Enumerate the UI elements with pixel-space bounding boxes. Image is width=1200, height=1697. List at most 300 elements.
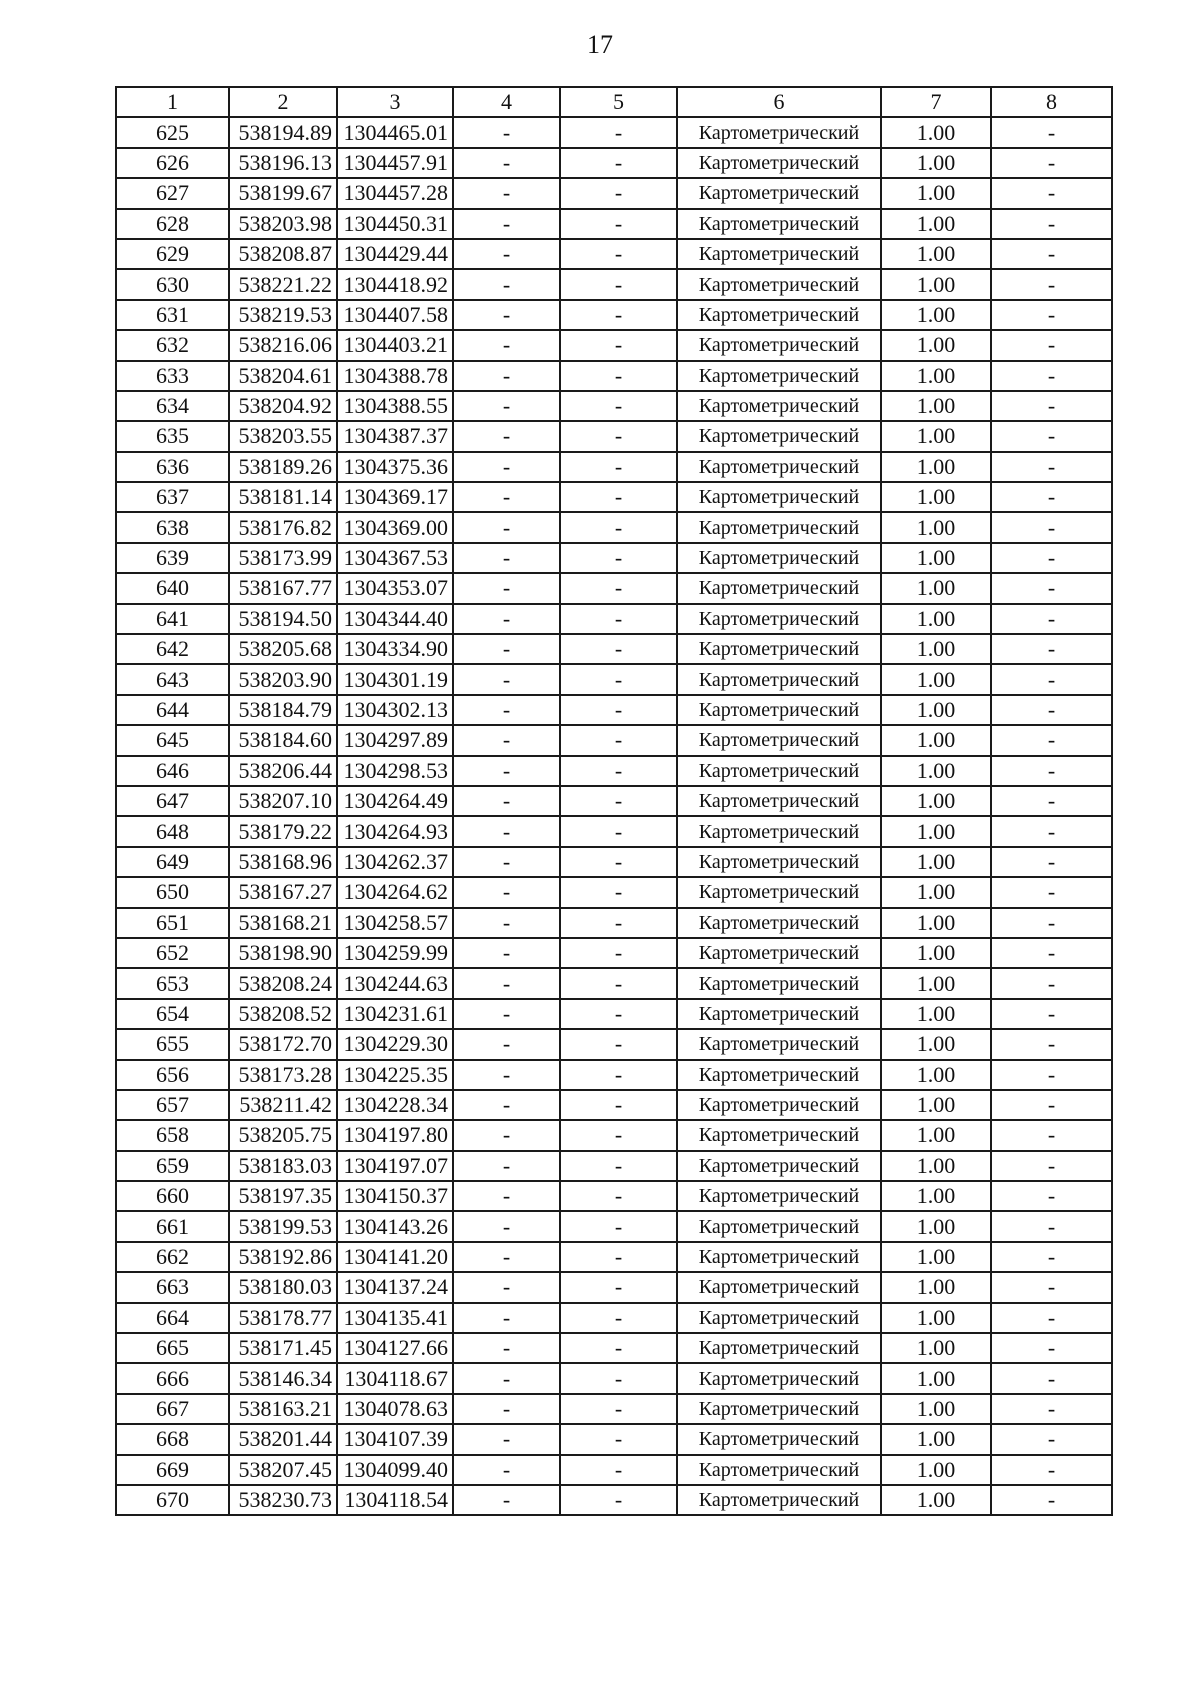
point-number-cell: 638 bbox=[116, 512, 229, 542]
col-4-cell: - bbox=[453, 361, 560, 391]
accuracy-cell: 1.00 bbox=[881, 361, 991, 391]
col-4-cell: - bbox=[453, 209, 560, 239]
accuracy-cell: 1.00 bbox=[881, 968, 991, 998]
col-8-cell: - bbox=[991, 1485, 1112, 1515]
x-coordinate-cell: 538184.60 bbox=[229, 725, 337, 755]
table-row bbox=[116, 178, 1112, 208]
y-coordinate-cell: 1304225.35 bbox=[337, 1060, 453, 1090]
table-row bbox=[116, 664, 1112, 694]
col-5-cell: - bbox=[560, 117, 677, 147]
point-number-cell: 641 bbox=[116, 604, 229, 634]
point-number-cell: 661 bbox=[116, 1211, 229, 1241]
method-cell: Картометрический bbox=[677, 756, 881, 786]
accuracy-cell: 1.00 bbox=[881, 1181, 991, 1211]
x-coordinate-cell: 538211.42 bbox=[229, 1090, 337, 1120]
point-number-cell: 659 bbox=[116, 1151, 229, 1181]
point-number-cell: 663 bbox=[116, 1272, 229, 1302]
x-coordinate-cell: 538192.86 bbox=[229, 1242, 337, 1272]
x-coordinate-cell: 538167.77 bbox=[229, 573, 337, 603]
y-coordinate-cell: 1304135.41 bbox=[337, 1303, 453, 1333]
table-row bbox=[116, 786, 1112, 816]
accuracy-cell: 1.00 bbox=[881, 1485, 991, 1515]
method-cell: Картометрический bbox=[677, 1333, 881, 1363]
table-row bbox=[116, 1303, 1112, 1333]
accuracy-cell: 1.00 bbox=[881, 604, 991, 634]
table-row bbox=[116, 209, 1112, 239]
col-5-cell: - bbox=[560, 209, 677, 239]
method-cell: Картометрический bbox=[677, 573, 881, 603]
col-4-cell: - bbox=[453, 908, 560, 938]
col-5-cell: - bbox=[560, 421, 677, 451]
y-coordinate-cell: 1304403.21 bbox=[337, 330, 453, 360]
col-4-cell: - bbox=[453, 1181, 560, 1211]
y-coordinate-cell: 1304118.67 bbox=[337, 1363, 453, 1393]
method-cell: Картометрический bbox=[677, 1363, 881, 1393]
accuracy-cell: 1.00 bbox=[881, 1120, 991, 1150]
col-5-cell: - bbox=[560, 1394, 677, 1424]
table-header bbox=[116, 87, 1112, 117]
accuracy-cell: 1.00 bbox=[881, 816, 991, 846]
y-coordinate-cell: 1304231.61 bbox=[337, 999, 453, 1029]
table-row bbox=[116, 269, 1112, 299]
accuracy-cell: 1.00 bbox=[881, 117, 991, 147]
method-cell: Картометрический bbox=[677, 695, 881, 725]
col-8-cell: - bbox=[991, 482, 1112, 512]
point-number-cell: 630 bbox=[116, 269, 229, 299]
method-cell: Картометрический bbox=[677, 1485, 881, 1515]
col-4-cell: - bbox=[453, 1242, 560, 1272]
y-coordinate-cell: 1304141.20 bbox=[337, 1242, 453, 1272]
col-8-cell: - bbox=[991, 269, 1112, 299]
col-8-cell: - bbox=[991, 361, 1112, 391]
y-coordinate-cell: 1304228.34 bbox=[337, 1090, 453, 1120]
method-cell: Картометрический bbox=[677, 786, 881, 816]
point-number-cell: 634 bbox=[116, 391, 229, 421]
x-coordinate-cell: 538230.73 bbox=[229, 1485, 337, 1515]
y-coordinate-cell: 1304418.92 bbox=[337, 269, 453, 299]
method-cell: Картометрический bbox=[677, 1120, 881, 1150]
col-8-cell: - bbox=[991, 1090, 1112, 1120]
table-row bbox=[116, 1211, 1112, 1241]
col-5-cell: - bbox=[560, 482, 677, 512]
table-row bbox=[116, 1029, 1112, 1059]
method-cell: Картометрический bbox=[677, 664, 881, 694]
col-8-cell: - bbox=[991, 1394, 1112, 1424]
point-number-cell: 654 bbox=[116, 999, 229, 1029]
y-coordinate-cell: 1304429.44 bbox=[337, 239, 453, 269]
col-4-cell: - bbox=[453, 604, 560, 634]
col-4-cell: - bbox=[453, 1151, 560, 1181]
point-number-cell: 626 bbox=[116, 148, 229, 178]
accuracy-cell: 1.00 bbox=[881, 330, 991, 360]
col-5-cell: - bbox=[560, 300, 677, 330]
col-5-cell: - bbox=[560, 725, 677, 755]
col-4-cell: - bbox=[453, 178, 560, 208]
y-coordinate-cell: 1304197.07 bbox=[337, 1151, 453, 1181]
accuracy-cell: 1.00 bbox=[881, 1211, 991, 1241]
column-header-6: 6 bbox=[677, 87, 881, 117]
col-5-cell: - bbox=[560, 1060, 677, 1090]
table-row bbox=[116, 148, 1112, 178]
point-number-cell: 649 bbox=[116, 847, 229, 877]
table-row bbox=[116, 482, 1112, 512]
point-number-cell: 648 bbox=[116, 816, 229, 846]
table-row bbox=[116, 1151, 1112, 1181]
point-number-cell: 667 bbox=[116, 1394, 229, 1424]
method-cell: Картометрический bbox=[677, 1211, 881, 1241]
col-8-cell: - bbox=[991, 300, 1112, 330]
col-5-cell: - bbox=[560, 968, 677, 998]
col-4-cell: - bbox=[453, 452, 560, 482]
method-cell: Картометрический bbox=[677, 209, 881, 239]
col-4-cell: - bbox=[453, 482, 560, 512]
point-number-cell: 652 bbox=[116, 938, 229, 968]
col-4-cell: - bbox=[453, 1363, 560, 1393]
table-row bbox=[116, 330, 1112, 360]
method-cell: Картометрический bbox=[677, 543, 881, 573]
point-number-cell: 644 bbox=[116, 695, 229, 725]
col-8-cell: - bbox=[991, 756, 1112, 786]
accuracy-cell: 1.00 bbox=[881, 300, 991, 330]
x-coordinate-cell: 538205.68 bbox=[229, 634, 337, 664]
x-coordinate-cell: 538208.24 bbox=[229, 968, 337, 998]
x-coordinate-cell: 538168.96 bbox=[229, 847, 337, 877]
method-cell: Картометрический bbox=[677, 1090, 881, 1120]
col-8-cell: - bbox=[991, 634, 1112, 664]
col-5-cell: - bbox=[560, 330, 677, 360]
y-coordinate-cell: 1304298.53 bbox=[337, 756, 453, 786]
method-cell: Картометрический bbox=[677, 421, 881, 451]
method-cell: Картометрический bbox=[677, 1303, 881, 1333]
y-coordinate-cell: 1304388.55 bbox=[337, 391, 453, 421]
x-coordinate-cell: 538199.53 bbox=[229, 1211, 337, 1241]
table-row bbox=[116, 573, 1112, 603]
y-coordinate-cell: 1304450.31 bbox=[337, 209, 453, 239]
point-number-cell: 637 bbox=[116, 482, 229, 512]
method-cell: Картометрический bbox=[677, 1060, 881, 1090]
col-4-cell: - bbox=[453, 148, 560, 178]
y-coordinate-cell: 1304334.90 bbox=[337, 634, 453, 664]
col-8-cell: - bbox=[991, 1060, 1112, 1090]
accuracy-cell: 1.00 bbox=[881, 209, 991, 239]
method-cell: Картометрический bbox=[677, 908, 881, 938]
col-8-cell: - bbox=[991, 1242, 1112, 1272]
point-number-cell: 627 bbox=[116, 178, 229, 208]
table-row bbox=[116, 1363, 1112, 1393]
col-4-cell: - bbox=[453, 117, 560, 147]
y-coordinate-cell: 1304127.66 bbox=[337, 1333, 453, 1363]
y-coordinate-cell: 1304369.17 bbox=[337, 482, 453, 512]
col-4-cell: - bbox=[453, 1303, 560, 1333]
table-body bbox=[116, 117, 1112, 1515]
method-cell: Картометрический bbox=[677, 482, 881, 512]
method-cell: Картометрический bbox=[677, 239, 881, 269]
point-number-cell: 632 bbox=[116, 330, 229, 360]
method-cell: Картометрический bbox=[677, 1242, 881, 1272]
col-5-cell: - bbox=[560, 877, 677, 907]
y-coordinate-cell: 1304388.78 bbox=[337, 361, 453, 391]
col-8-cell: - bbox=[991, 148, 1112, 178]
method-cell: Картометрический bbox=[677, 330, 881, 360]
method-cell: Картометрический bbox=[677, 512, 881, 542]
point-number-cell: 664 bbox=[116, 1303, 229, 1333]
col-4-cell: - bbox=[453, 725, 560, 755]
accuracy-cell: 1.00 bbox=[881, 269, 991, 299]
col-5-cell: - bbox=[560, 452, 677, 482]
x-coordinate-cell: 538208.52 bbox=[229, 999, 337, 1029]
y-coordinate-cell: 1304344.40 bbox=[337, 604, 453, 634]
col-8-cell: - bbox=[991, 816, 1112, 846]
accuracy-cell: 1.00 bbox=[881, 908, 991, 938]
col-4-cell: - bbox=[453, 1272, 560, 1302]
table-row bbox=[116, 847, 1112, 877]
col-4-cell: - bbox=[453, 239, 560, 269]
accuracy-cell: 1.00 bbox=[881, 1424, 991, 1454]
table-row bbox=[116, 816, 1112, 846]
table-row bbox=[116, 239, 1112, 269]
col-5-cell: - bbox=[560, 999, 677, 1029]
col-5-cell: - bbox=[560, 361, 677, 391]
col-4-cell: - bbox=[453, 573, 560, 603]
x-coordinate-cell: 538201.44 bbox=[229, 1424, 337, 1454]
table-row bbox=[116, 999, 1112, 1029]
point-number-cell: 653 bbox=[116, 968, 229, 998]
table-row bbox=[116, 1181, 1112, 1211]
table-row bbox=[116, 1060, 1112, 1090]
accuracy-cell: 1.00 bbox=[881, 1333, 991, 1363]
point-number-cell: 625 bbox=[116, 117, 229, 147]
y-coordinate-cell: 1304229.30 bbox=[337, 1029, 453, 1059]
col-8-cell: - bbox=[991, 1120, 1112, 1150]
col-8-cell: - bbox=[991, 725, 1112, 755]
col-8-cell: - bbox=[991, 786, 1112, 816]
column-header-1: 1 bbox=[116, 87, 229, 117]
col-5-cell: - bbox=[560, 1363, 677, 1393]
column-header-5: 5 bbox=[560, 87, 677, 117]
col-5-cell: - bbox=[560, 847, 677, 877]
col-8-cell: - bbox=[991, 178, 1112, 208]
point-number-cell: 656 bbox=[116, 1060, 229, 1090]
table-row bbox=[116, 1242, 1112, 1272]
point-number-cell: 639 bbox=[116, 543, 229, 573]
table-row bbox=[116, 695, 1112, 725]
method-cell: Картометрический bbox=[677, 1394, 881, 1424]
accuracy-cell: 1.00 bbox=[881, 482, 991, 512]
accuracy-cell: 1.00 bbox=[881, 847, 991, 877]
col-5-cell: - bbox=[560, 756, 677, 786]
col-5-cell: - bbox=[560, 1151, 677, 1181]
table-row bbox=[116, 117, 1112, 147]
point-number-cell: 629 bbox=[116, 239, 229, 269]
method-cell: Картометрический bbox=[677, 877, 881, 907]
x-coordinate-cell: 538181.14 bbox=[229, 482, 337, 512]
accuracy-cell: 1.00 bbox=[881, 573, 991, 603]
table-row bbox=[116, 1272, 1112, 1302]
col-8-cell: - bbox=[991, 117, 1112, 147]
accuracy-cell: 1.00 bbox=[881, 634, 991, 664]
table-row bbox=[116, 725, 1112, 755]
col-4-cell: - bbox=[453, 421, 560, 451]
accuracy-cell: 1.00 bbox=[881, 756, 991, 786]
col-8-cell: - bbox=[991, 421, 1112, 451]
accuracy-cell: 1.00 bbox=[881, 1060, 991, 1090]
point-number-cell: 647 bbox=[116, 786, 229, 816]
col-5-cell: - bbox=[560, 1272, 677, 1302]
col-8-cell: - bbox=[991, 908, 1112, 938]
col-5-cell: - bbox=[560, 391, 677, 421]
x-coordinate-cell: 538146.34 bbox=[229, 1363, 337, 1393]
col-4-cell: - bbox=[453, 1090, 560, 1120]
col-5-cell: - bbox=[560, 634, 677, 664]
accuracy-cell: 1.00 bbox=[881, 512, 991, 542]
method-cell: Картометрический bbox=[677, 269, 881, 299]
header-row bbox=[116, 87, 1112, 117]
y-coordinate-cell: 1304107.39 bbox=[337, 1424, 453, 1454]
y-coordinate-cell: 1304457.91 bbox=[337, 148, 453, 178]
accuracy-cell: 1.00 bbox=[881, 1363, 991, 1393]
method-cell: Картометрический bbox=[677, 117, 881, 147]
col-5-cell: - bbox=[560, 512, 677, 542]
y-coordinate-cell: 1304369.00 bbox=[337, 512, 453, 542]
col-8-cell: - bbox=[991, 604, 1112, 634]
col-8-cell: - bbox=[991, 1029, 1112, 1059]
accuracy-cell: 1.00 bbox=[881, 421, 991, 451]
point-number-cell: 631 bbox=[116, 300, 229, 330]
col-8-cell: - bbox=[991, 1181, 1112, 1211]
y-coordinate-cell: 1304457.28 bbox=[337, 178, 453, 208]
x-coordinate-cell: 538180.03 bbox=[229, 1272, 337, 1302]
y-coordinate-cell: 1304264.49 bbox=[337, 786, 453, 816]
col-4-cell: - bbox=[453, 1424, 560, 1454]
col-8-cell: - bbox=[991, 1333, 1112, 1363]
x-coordinate-cell: 538204.61 bbox=[229, 361, 337, 391]
accuracy-cell: 1.00 bbox=[881, 178, 991, 208]
column-header-3: 3 bbox=[337, 87, 453, 117]
x-coordinate-cell: 538203.55 bbox=[229, 421, 337, 451]
col-4-cell: - bbox=[453, 847, 560, 877]
x-coordinate-cell: 538219.53 bbox=[229, 300, 337, 330]
point-number-cell: 645 bbox=[116, 725, 229, 755]
accuracy-cell: 1.00 bbox=[881, 695, 991, 725]
y-coordinate-cell: 1304258.57 bbox=[337, 908, 453, 938]
method-cell: Картометрический bbox=[677, 452, 881, 482]
col-5-cell: - bbox=[560, 1120, 677, 1150]
x-coordinate-cell: 538196.13 bbox=[229, 148, 337, 178]
point-number-cell: 628 bbox=[116, 209, 229, 239]
column-header-4: 4 bbox=[453, 87, 560, 117]
col-8-cell: - bbox=[991, 512, 1112, 542]
point-number-cell: 636 bbox=[116, 452, 229, 482]
accuracy-cell: 1.00 bbox=[881, 148, 991, 178]
table-row bbox=[116, 1424, 1112, 1454]
table-row bbox=[116, 968, 1112, 998]
y-coordinate-cell: 1304353.07 bbox=[337, 573, 453, 603]
x-coordinate-cell: 538183.03 bbox=[229, 1151, 337, 1181]
col-5-cell: - bbox=[560, 1303, 677, 1333]
y-coordinate-cell: 1304367.53 bbox=[337, 543, 453, 573]
col-4-cell: - bbox=[453, 512, 560, 542]
col-5-cell: - bbox=[560, 664, 677, 694]
table-row bbox=[116, 1455, 1112, 1485]
col-4-cell: - bbox=[453, 1120, 560, 1150]
col-8-cell: - bbox=[991, 847, 1112, 877]
y-coordinate-cell: 1304099.40 bbox=[337, 1455, 453, 1485]
col-8-cell: - bbox=[991, 391, 1112, 421]
method-cell: Картометрический bbox=[677, 391, 881, 421]
accuracy-cell: 1.00 bbox=[881, 1090, 991, 1120]
x-coordinate-cell: 538167.27 bbox=[229, 877, 337, 907]
col-8-cell: - bbox=[991, 664, 1112, 694]
col-5-cell: - bbox=[560, 604, 677, 634]
col-4-cell: - bbox=[453, 1029, 560, 1059]
col-4-cell: - bbox=[453, 1211, 560, 1241]
accuracy-cell: 1.00 bbox=[881, 1455, 991, 1485]
y-coordinate-cell: 1304150.37 bbox=[337, 1181, 453, 1211]
table-row bbox=[116, 543, 1112, 573]
table-row bbox=[116, 512, 1112, 542]
x-coordinate-cell: 538204.92 bbox=[229, 391, 337, 421]
method-cell: Картометрический bbox=[677, 361, 881, 391]
y-coordinate-cell: 1304297.89 bbox=[337, 725, 453, 755]
x-coordinate-cell: 538207.10 bbox=[229, 786, 337, 816]
y-coordinate-cell: 1304264.62 bbox=[337, 877, 453, 907]
coordinates-table bbox=[115, 86, 1113, 1516]
accuracy-cell: 1.00 bbox=[881, 725, 991, 755]
x-coordinate-cell: 538189.26 bbox=[229, 452, 337, 482]
accuracy-cell: 1.00 bbox=[881, 543, 991, 573]
col-8-cell: - bbox=[991, 330, 1112, 360]
method-cell: Картометрический bbox=[677, 816, 881, 846]
point-number-cell: 635 bbox=[116, 421, 229, 451]
method-cell: Картометрический bbox=[677, 1455, 881, 1485]
x-coordinate-cell: 538172.70 bbox=[229, 1029, 337, 1059]
col-4-cell: - bbox=[453, 938, 560, 968]
y-coordinate-cell: 1304143.26 bbox=[337, 1211, 453, 1241]
y-coordinate-cell: 1304302.13 bbox=[337, 695, 453, 725]
col-4-cell: - bbox=[453, 816, 560, 846]
accuracy-cell: 1.00 bbox=[881, 938, 991, 968]
x-coordinate-cell: 538178.77 bbox=[229, 1303, 337, 1333]
x-coordinate-cell: 538163.21 bbox=[229, 1394, 337, 1424]
col-4-cell: - bbox=[453, 664, 560, 694]
table-row bbox=[116, 391, 1112, 421]
col-5-cell: - bbox=[560, 269, 677, 299]
point-number-cell: 662 bbox=[116, 1242, 229, 1272]
y-coordinate-cell: 1304078.63 bbox=[337, 1394, 453, 1424]
method-cell: Картометрический bbox=[677, 725, 881, 755]
method-cell: Картометрический bbox=[677, 999, 881, 1029]
accuracy-cell: 1.00 bbox=[881, 664, 991, 694]
method-cell: Картометрический bbox=[677, 938, 881, 968]
method-cell: Картометрический bbox=[677, 1181, 881, 1211]
accuracy-cell: 1.00 bbox=[881, 1151, 991, 1181]
col-8-cell: - bbox=[991, 1424, 1112, 1454]
col-8-cell: - bbox=[991, 1272, 1112, 1302]
col-8-cell: - bbox=[991, 695, 1112, 725]
col-5-cell: - bbox=[560, 695, 677, 725]
col-4-cell: - bbox=[453, 634, 560, 664]
x-coordinate-cell: 538198.90 bbox=[229, 938, 337, 968]
x-coordinate-cell: 538197.35 bbox=[229, 1181, 337, 1211]
point-number-cell: 668 bbox=[116, 1424, 229, 1454]
col-4-cell: - bbox=[453, 1455, 560, 1485]
table-row bbox=[116, 908, 1112, 938]
y-coordinate-cell: 1304301.19 bbox=[337, 664, 453, 694]
col-5-cell: - bbox=[560, 1333, 677, 1363]
method-cell: Картометрический bbox=[677, 1151, 881, 1181]
x-coordinate-cell: 538194.50 bbox=[229, 604, 337, 634]
col-8-cell: - bbox=[991, 999, 1112, 1029]
